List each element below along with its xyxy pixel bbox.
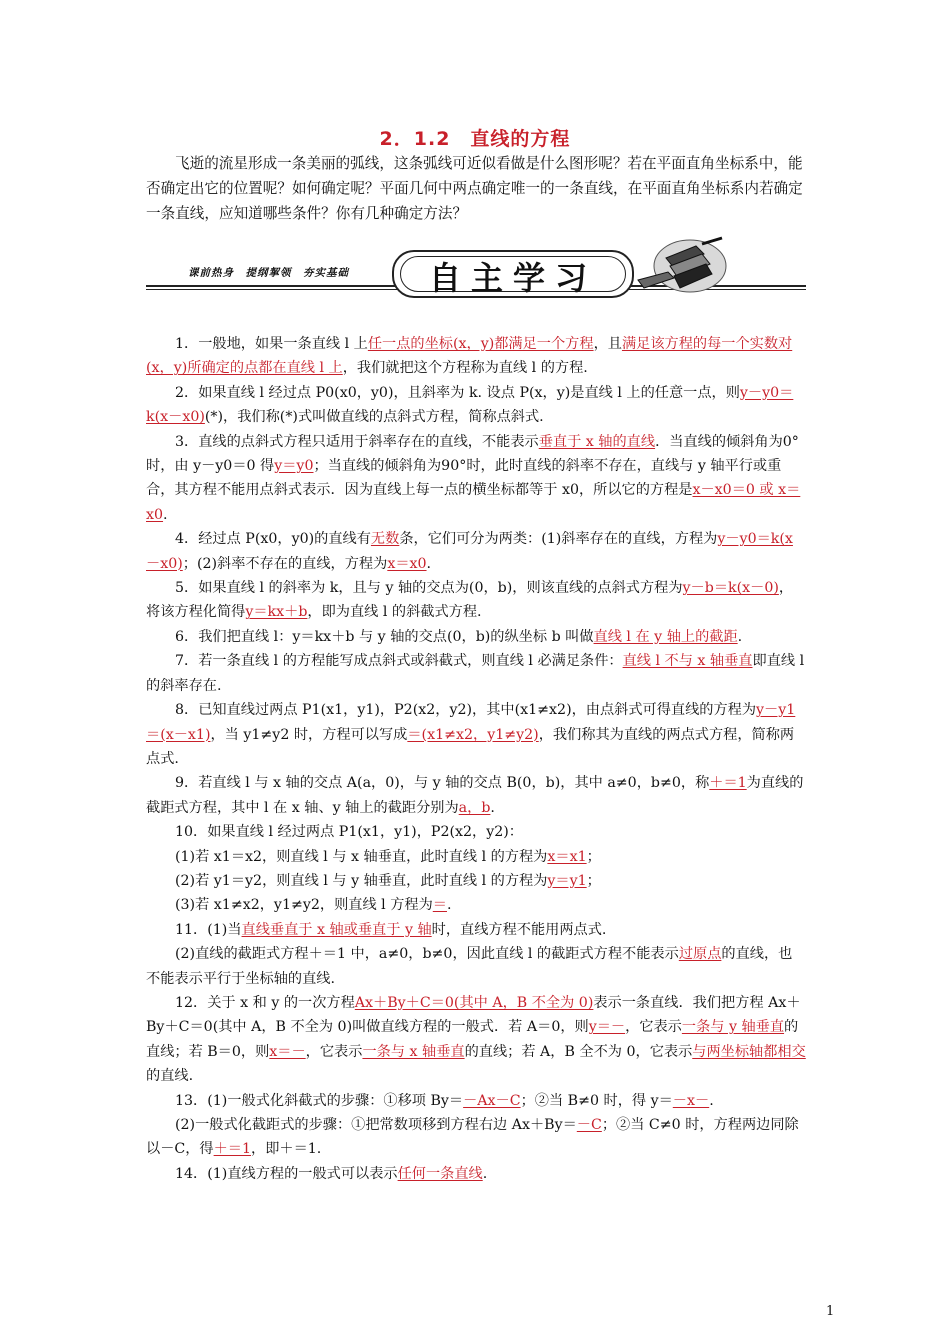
text-run: (3)若 x1≠x2，y1≠y2，则直线 l 方程为 [175,897,433,914]
body-paragraph [146,527,806,576]
body-paragraph [146,1113,806,1162]
banner-heading: 自主学习 [428,259,597,297]
answer-blank: 直线 l 不与 x 轴垂直 [622,653,753,670]
body-paragraph [146,869,806,893]
answer-blank: 一条与 y 轴垂直 [681,1019,785,1036]
text-run: 10．如果直线 l 经过两点 P1(x1，y1)，P2(x2，y2)： [175,824,523,841]
body-paragraph [146,698,806,771]
text-run: . [482,1165,488,1182]
answer-blank: ＝ [432,897,447,914]
answer-blank: y－y0＝k(x－x0) [146,531,793,572]
answer-blank: x＝x1 [547,848,587,865]
body-paragraph [146,820,806,844]
text-run: 12．关于 x 和 y 的一次方程 [175,994,355,1011]
banner-tagline: 课前热身 提纲挈领 夯实基础 [188,267,349,279]
body-paragraph [146,1162,806,1186]
answer-blank: y＝y0 [274,458,314,475]
text-run: 14．(1)直线方程的一般式可以表示 [175,1165,398,1182]
text-run: . [490,799,495,816]
body-paragraph [146,918,806,942]
section-banner [146,236,806,306]
answer-blank: x－x0＝0 或 x＝x0 [146,482,801,523]
text-run: 的直线；若 A，B 全不为 0，它表示 [464,1043,693,1060]
answer-blank: 直线 l 在 y 轴上的截距 [593,628,738,645]
text-run: 表示一条直线．我们把方程 Ax＋By＋C＝0(其中 A，B 不全为 0)叫做直线方程的一般式．若 A＝0，则 [146,994,801,1036]
text-run: (2)若 y1＝y2，则直线 l 与 y 轴垂直，此时直线 l 的方程为 [175,872,548,889]
answer-blank: y＝kx＋b [245,604,308,621]
text-run: ，且 [593,336,622,352]
text-run: . [446,897,452,914]
body-text [146,332,806,1186]
answer-blank: －Ax－C [463,1092,521,1109]
text-run: . [737,628,743,645]
text-run: 5．如果直线 l 的斜率为 k，且与 y 轴的交点为(0，b)，则该直线的点斜式方程为 [175,580,683,597]
books-pen-icon [618,236,728,298]
answer-blank: y－b＝k(x－0) [682,580,779,597]
answer-blank: －C [576,1117,602,1133]
answer-blank: 任何一条直线 [397,1165,483,1182]
answer-blank: 一条与 x 轴垂直 [362,1043,465,1060]
answer-blank: 无数 [370,531,400,548]
answer-blank: x＝－ [269,1043,306,1060]
text-run: ，当 y1≠y2 时，方程可以写成 [210,726,408,743]
answer-blank: 垂直于 x 轴的直线 [538,433,656,450]
answer-blank: 任一点的坐标(x，y)都满足一个方程 [367,336,594,352]
text-run: 的直线；若 B＝0，则 [146,1019,799,1060]
text-run: ； [586,872,601,889]
text-run: ，即为直线 l 的斜截式方程. [307,604,482,621]
text-run: 条，它们可分为两类：(1)斜率存在的直线，方程为 [399,531,718,548]
text-run: 11．(1)当 [175,921,242,938]
body-paragraph [146,771,806,820]
section-title: 2．1.2 直线的方程 [379,128,571,150]
text-run: (2)一般式化截距式的步骤：①把常数项移到方程右边 Ax＋By＝ [175,1117,577,1133]
body-paragraph [146,625,806,649]
text-run: 即直线 l 的斜率存在. [146,653,805,694]
text-run: (2)直线的截距式方程＋＝1 中，a≠0，b≠0，因此直线 l 的截距式方程不能表示 [175,946,679,963]
intro-text [146,151,806,226]
text-run: 13．(1)一般式化斜截式的步骤：①移项 By＝ [175,1092,464,1109]
body-paragraph [146,649,806,698]
text-run: 6．我们把直线 l：y＝kx＋b 与 y 轴的交点(0，b)的纵坐标 b 叫做 [175,628,594,645]
text-run: 2．如果直线 l 经过点 P0(x0，y0)，且斜率为 k. 设点 P(x，y)是直线 l 上的任意一点，则 [175,384,740,401]
text-run: 8．已知直线过两点 P1(x1，y1)，P2(x2，y2)，其中(x1≠x2)，由点斜式可得直线的方程为 [175,702,757,719]
text-run: ，它表示 [625,1019,682,1036]
text-run: 为直线的截距式方程，其中 l 在 x 轴、y 轴上的截距分别为 [146,775,804,816]
answer-blank: 直线垂直于 x 轴或垂直于 y 轴 [241,921,432,938]
text-run: ；(2)斜率不存在的直线，方程为 [182,555,388,572]
answer-blank: y＝－ [588,1019,626,1036]
text-run: ，即＋＝1. [251,1141,322,1158]
text-run: ；当直线的倾斜角为90°时，此时直线的斜率不存在，直线与 y 轴平行或重合，其方程不能用点斜式表示．因为直线上每一点的横坐标都等于 x0，所以它的方程是 [146,458,782,499]
text-run: (1)若 x1＝x2，则直线 l 与 x 轴垂直，此时直线 l 的方程为 [175,848,548,865]
answer-blank: Ax＋By＋C＝0(其中 A，B 不全为 0) [354,994,594,1011]
text-run: ； [586,848,601,865]
text-run: ，我们就把这个方程称为直线 l 的方程. [342,360,588,377]
body-paragraph [146,576,806,625]
text-run: ，我们称其为直线的两点式方程，简称两点式. [146,726,795,767]
text-run: 7．若一条直线 l 的方程能写成点斜式或斜截式，则直线 l 必满足条件： [175,653,623,670]
body-paragraph [146,430,806,528]
answer-blank: x＝x0 [387,555,427,572]
text-run: ；②当 B≠0 时，得 y＝ [520,1092,673,1109]
body-paragraph [146,893,806,917]
text-run: . [709,1092,714,1109]
answer-blank: 与两坐标轴都相交 [692,1043,806,1060]
text-run: 时，直线方程不能用两点式. [431,921,607,938]
answer-blank: 满足该方程的每一个实数对(x，y)所确定的点都在直线 l 上 [146,336,793,377]
text-run: 的直线，也不能表示平行于坐标轴的直线. [146,946,793,987]
text-run: . [163,506,168,523]
body-paragraph [146,845,806,869]
text-run: (*)，我们称(*)式叫做直线的点斜式方程，简称点斜式. [204,409,544,426]
answer-blank: ＝(x1≠x2，y1≠y2) [407,726,539,743]
answer-blank: y－y0＝k(x－x0) [146,384,794,426]
body-paragraph [146,991,806,1089]
answer-blank: y＝y1 [547,872,587,889]
body-paragraph [146,1089,806,1113]
body-paragraph [146,332,806,381]
page-number: 1 [826,1304,835,1319]
text-run: . [426,555,432,572]
text-run: 9．若直线 l 与 x 轴的交点 A(a，0)，与 y 轴的交点 B(0，b)，其中 a≠0，b≠0，称 [175,775,710,792]
answer-blank: ＋＝1 [709,775,747,792]
text-run: 3．直线的点斜式方程只适用于斜率存在的直线，不能表示 [175,433,539,450]
text-run: 1．一般地，如果一条直线 l 上 [175,336,368,352]
answer-blank: 过原点 [678,946,722,963]
intro-paragraph: 飞逝的流星形成一条美丽的弧线，这条弧线可近似看做是什么图形呢？若在平面直角坐标系中，能否确定出它的位置呢？如何确定呢？平面几何中两点确定唯一的一条直线，在平面直角坐标系内若确定一条直线，应知道哪些条件？你有几种确定方法？ [146,155,803,222]
body-paragraph [146,381,806,430]
body-paragraph [146,942,806,991]
text-run: ．当直线的倾斜角为0°时，由 y－y0＝0 得 [146,433,799,475]
answer-blank: a，b [458,799,491,816]
answer-blank: －x－ [672,1092,710,1109]
banner-heading-plate [392,250,634,298]
text-run: ；②当 C≠0 时，方程两边同除以－C，得 [146,1117,799,1158]
text-run: ，它表示 [305,1043,363,1060]
answer-blank: ＋＝1 [213,1141,252,1158]
text-run: ，将该方程化简得 [146,580,794,621]
text-run: 的直线. [146,1068,194,1085]
answer-blank: y－y1＝(x－x1) [146,702,796,743]
text-run: 4．经过点 P(x0，y0)的直线有 [175,531,371,548]
